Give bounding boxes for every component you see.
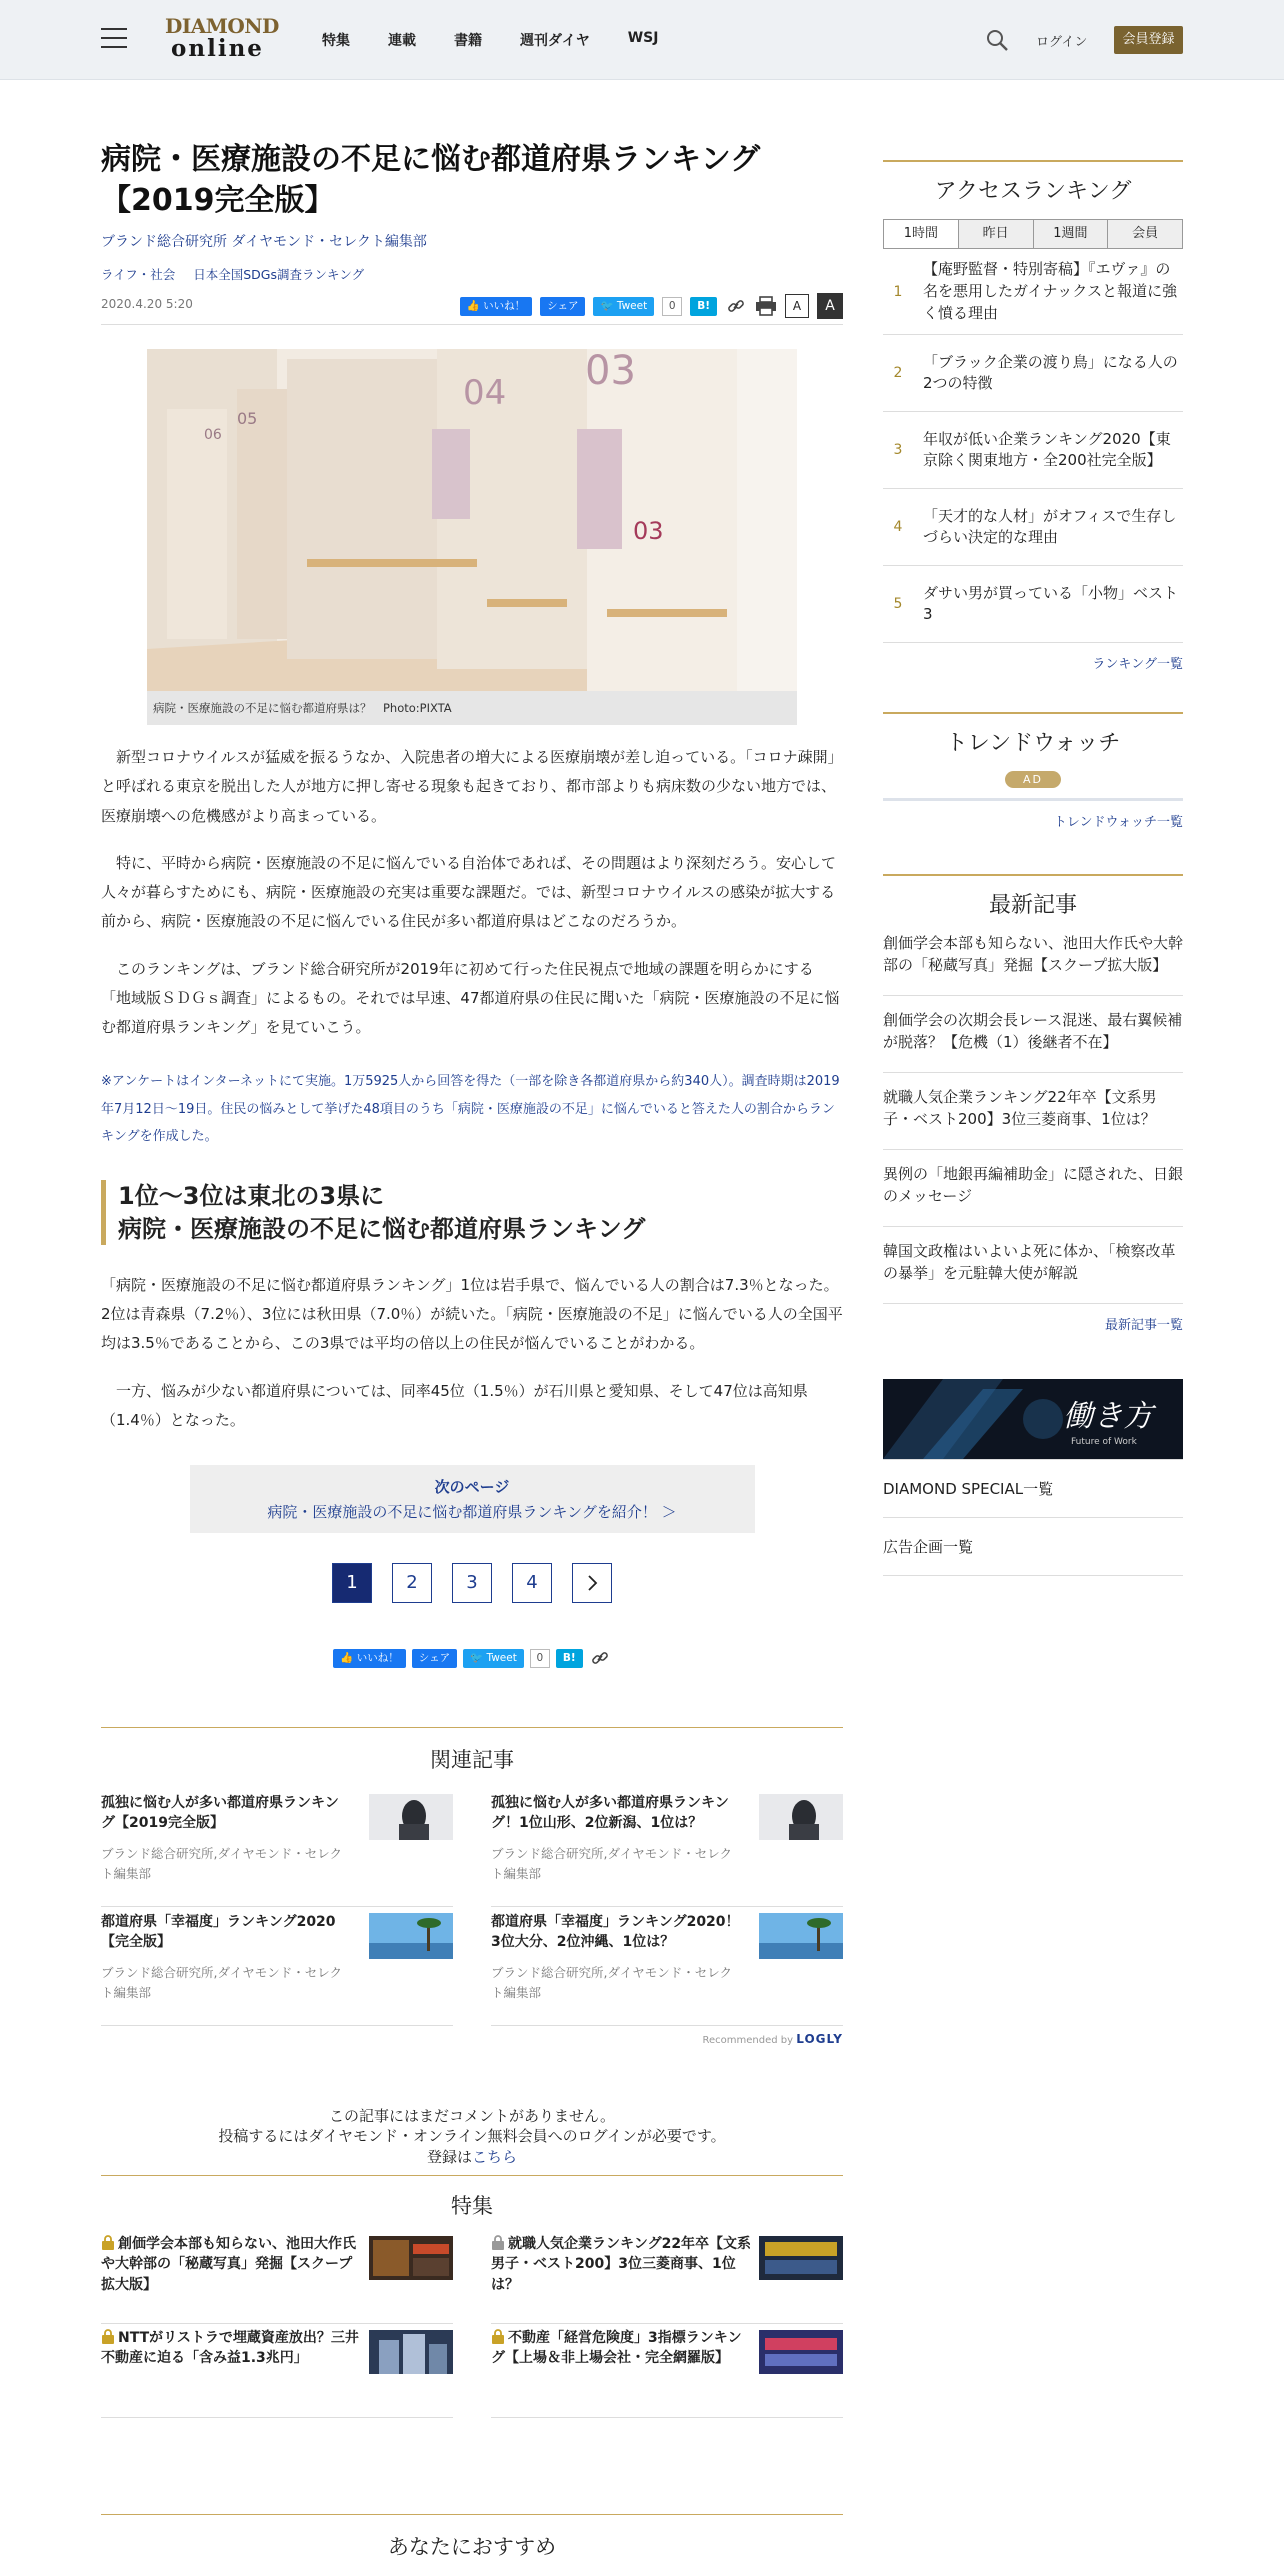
recommended-by-label: Recommended by <box>702 2035 794 2047</box>
ad-feature-link[interactable]: 広告企画一覧 <box>883 1518 1183 1576</box>
related-article-title: 孤独に悩む人が多い都道府県ランキング【2019完全版】 <box>101 1795 339 1832</box>
global-nav <box>322 30 696 50</box>
rank-number: 3 <box>893 442 903 459</box>
feature-item[interactable] <box>101 2324 453 2418</box>
tab-yesterday[interactable]: 昨日 <box>959 220 1034 248</box>
heading-line-2: 病院・医療施設の不足に悩む都道府県ランキング <box>118 1214 646 1243</box>
link-copy-icon[interactable] <box>589 1647 611 1669</box>
related-articles <box>101 1788 843 2026</box>
rank-title: 「ブラック企業の渡り鳥」になる人の2つの特徴 <box>923 352 1178 393</box>
future-of-work-banner[interactable] <box>883 1379 1183 1459</box>
article-date: 2020.4.20 5:20 <box>101 297 193 311</box>
diamond-special-link[interactable]: DIAMOND SPECIAL一覧 <box>883 1459 1183 1518</box>
article-title <box>101 140 843 221</box>
comments-section <box>101 2106 843 2167</box>
related-article-author: ブランド総合研究所,ダイヤモンド・セレクト編集部 <box>491 1845 732 1881</box>
related-article-title: 孤独に悩む人が多い都道府県ランキング！1位山形、2位新潟、1位は？ <box>491 1795 729 1832</box>
article-main <box>101 140 843 2418</box>
photo-caption: 病院・医療施設の不足に悩む都道府県は？ Photo:PIXTA <box>147 691 797 725</box>
latest-article[interactable]: 創価学会の次期会長レース混迷、最右翼候補が脱落？【危機（1）後継者不在】 <box>883 996 1183 1073</box>
rank-title: 【庵野監督・特別寄稿】『エヴァ』の名を悪用したガイナックスと報道に強く憤る理由 <box>923 260 1178 322</box>
hatena-button[interactable]: B! <box>690 297 717 316</box>
tweet-button[interactable]: 🐦 Tweet <box>593 297 654 316</box>
sidebar <box>883 160 1183 1576</box>
article-photo <box>147 349 797 725</box>
ranking-item[interactable] <box>883 489 1183 566</box>
next-page-arrow-icon[interactable] <box>572 1563 612 1603</box>
article-paragraph: 一方、悩みが少ない都道府県については、同率45位（1.5％）が石川県と愛知県、そして47位は高知県（1.4％）となった。 <box>101 1381 808 1429</box>
svg-text:03: 03 <box>633 517 664 545</box>
logly-logo: LOGLY <box>796 2032 843 2047</box>
related-article[interactable] <box>491 1907 843 2026</box>
related-thumbnail <box>759 1794 843 1840</box>
facebook-like-button[interactable]: 👍 いいね！ <box>460 297 532 316</box>
tweet-count: 0 <box>662 297 682 316</box>
share-bar <box>460 293 843 319</box>
feature-item[interactable] <box>101 2230 453 2324</box>
access-ranking-title: アクセスランキング <box>883 160 1183 205</box>
latest-articles-title: 最新記事 <box>883 874 1183 919</box>
tab-1week[interactable]: 1週間 <box>1034 220 1109 248</box>
nav-item-feature[interactable]: 特集 <box>322 33 350 49</box>
lock-icon <box>491 2329 505 2344</box>
login-required-text: 投稿するにはダイヤモンド・オンライン無料会員へのログインが必要です。 <box>218 2127 726 2146</box>
features-list <box>101 2230 843 2418</box>
nav-item-series[interactable]: 連載 <box>388 33 416 49</box>
feature-item[interactable] <box>491 2324 843 2418</box>
lock-icon <box>491 2235 505 2250</box>
related-article[interactable] <box>101 1907 453 2026</box>
menu-icon[interactable] <box>101 28 127 48</box>
page-2-button[interactable]: 2 <box>392 1563 432 1603</box>
feature-thumbnail <box>369 2236 453 2280</box>
rank-number: 1 <box>893 283 903 300</box>
trend-more-link[interactable]: トレンドウォッチ一覧 <box>1053 815 1183 831</box>
latest-article[interactable]: 韓国文政権はいよいよ死に体か、「検察改革の暴挙」を元駐韓大使が解説 <box>883 1227 1183 1304</box>
related-article-title: 都道府県「幸福度」ランキング2020！3位大分、2位沖縄、1位は？ <box>491 1914 740 1951</box>
latest-article[interactable]: 創価学会本部も知らない、池田大作氏や大幹部の「秘蔵写真」発掘【スクープ拡大版】 <box>883 919 1183 996</box>
rank-number: 5 <box>893 596 903 613</box>
related-article[interactable] <box>491 1788 843 1907</box>
heading-line-1: 1位～3位は東北の3県に <box>118 1182 385 1211</box>
lock-icon <box>101 2235 115 2250</box>
ranking-item[interactable] <box>883 335 1183 412</box>
rank-title: 「天才的な人材」がオフィスで生存しづらい決定的な理由 <box>923 506 1177 547</box>
ranking-tabs <box>883 219 1183 249</box>
rank-number: 4 <box>893 519 903 536</box>
pagination <box>101 1563 843 1603</box>
latest-article[interactable]: 異例の「地銀再編補助金」に隠された、日銀のメッセージ <box>883 1150 1183 1227</box>
article-paragraph: このランキングは、ブランド総合研究所が2019年に初めて行った住民視点で地域の課題を明らかにする「地域版ＳＤＧｓ調査」によるもの。それでは早速、47都道府県の住民に聞いた「病院・医療施設の不足に悩む都道府県ランキング」を見ていこう。 <box>101 959 840 1036</box>
article-categories <box>101 265 843 283</box>
nav-item-wsj[interactable]: WSJ <box>627 30 659 46</box>
related-thumbnail <box>369 1794 453 1840</box>
feature-thumbnail <box>369 2330 453 2374</box>
search-icon[interactable] <box>985 28 1009 52</box>
category-link[interactable]: 日本全国SDGs調査ランキング <box>193 267 365 282</box>
trend-divider <box>883 798 1183 801</box>
like-label: いいね！ <box>356 1651 399 1664</box>
logo-bottom: online <box>171 35 264 62</box>
rank-number: 2 <box>893 365 903 382</box>
trend-watch-title: トレンドウォッチ <box>883 712 1183 757</box>
article-meta <box>101 293 843 325</box>
tweet-button[interactable]: 🐦 Tweet <box>463 1649 524 1668</box>
site-header <box>0 0 1284 80</box>
tab-1hour[interactable]: 1時間 <box>884 220 959 248</box>
svg-text:06: 06 <box>204 427 222 443</box>
login-link[interactable]: ログイン <box>1036 35 1088 50</box>
related-thumbnail <box>369 1913 453 1959</box>
banner-subtitle: Future of Work <box>1071 1437 1137 1448</box>
ad-badge: AD <box>1005 771 1061 788</box>
related-article-author: ブランド総合研究所,ダイヤモンド・セレクト編集部 <box>101 1964 342 2000</box>
article-author[interactable]: ブランド総合研究所 ダイヤモンド・セレクト編集部 <box>101 234 427 250</box>
feature-title: NTTがリストラで埋蔵資産放出？三井不動産に迫る「含み益1.3兆円」 <box>101 2329 359 2367</box>
page-1-button[interactable]: 1 <box>332 1563 372 1603</box>
link-copy-icon[interactable] <box>725 295 747 317</box>
feature-thumbnail <box>759 2236 843 2280</box>
category-link[interactable]: ライフ・社会 <box>101 267 176 282</box>
tab-members[interactable]: 会員 <box>1108 220 1182 248</box>
tweet-label: Tweet <box>616 299 648 312</box>
hospital-corridor-image <box>147 349 797 691</box>
next-page-label: 次のページ <box>434 1478 510 1497</box>
recommend-title: あなたにおすすめ <box>101 2514 843 2561</box>
font-size-large-button[interactable]: A <box>817 293 843 319</box>
title-line-1: 病院・医療施設の不足に悩む都道府県ランキング <box>101 142 761 177</box>
facebook-share-button[interactable]: シェア <box>412 1649 457 1668</box>
page-3-button[interactable]: 3 <box>452 1563 492 1603</box>
rank-title: 年収が低い企業ランキング2020【東京除く関東地方・全200社完全版】 <box>923 429 1171 470</box>
related-thumbnail <box>759 1913 843 1959</box>
hatena-button[interactable]: B! <box>556 1649 583 1668</box>
feature-item[interactable] <box>491 2230 843 2324</box>
like-label: いいね！ <box>483 299 526 312</box>
next-page-link[interactable] <box>190 1465 755 1533</box>
section-heading <box>101 1180 843 1245</box>
tweet-label: Tweet <box>486 1651 517 1664</box>
ranking-more-link[interactable]: ランキング一覧 <box>1092 657 1183 673</box>
trend-watch <box>883 712 1183 830</box>
next-page-title: 病院・医療施設の不足に悩む都道府県ランキングを紹介！ ＞ <box>267 1503 677 1522</box>
ranking-item[interactable] <box>883 412 1183 489</box>
feature-thumbnail <box>759 2330 843 2374</box>
tweet-count: 0 <box>530 1649 550 1668</box>
font-size-small-button[interactable]: A <box>785 294 809 318</box>
nav-item-books[interactable]: 書籍 <box>454 33 482 49</box>
share-bar-bottom <box>101 1647 843 1669</box>
ranking-item[interactable] <box>883 566 1183 643</box>
article-paragraph: 新型コロナウイルスが猛威を振るうなか、入院患者の増大による医療崩壊が差し迫っている。「コロナ疎開」と呼ばれる東京を脱出した人が地方に押し寄せる現象も起きており、都市部よりも病床数の少ない地方では、医療崩壊への危機感がより高まっている。 <box>101 748 843 825</box>
svg-text:04: 04 <box>463 373 507 413</box>
logo-top: DIAMOND <box>165 14 279 38</box>
no-comments-text: この記事にはまだコメントがありません。 <box>329 2107 615 2126</box>
related-article-author: ブランド総合研究所,ダイヤモンド・セレクト編集部 <box>491 1964 732 2000</box>
rank-title: ダサい男が買っている「小物」ベスト3 <box>923 583 1179 624</box>
page-4-button[interactable]: 4 <box>512 1563 552 1603</box>
related-article-author: ブランド総合研究所,ダイヤモンド・セレクト編集部 <box>101 1845 342 1881</box>
svg-text:03: 03 <box>585 349 636 394</box>
facebook-share-button[interactable]: シェア <box>540 297 585 316</box>
feature-title: 就職人気企業ランキング22年卒【文系男子・ベスト200】3位三菱商事、1位は？ <box>491 2235 752 2293</box>
latest-articles <box>883 874 1183 1333</box>
survey-note: ※アンケートはインターネットにて実施。1万5925人から回答を得た（一部を除き各都道府県から約340人）。調査時期は2019年7月12日～19日。住民の悩みとして挙げた48項目のうち「病院・医療施設の不足」に悩んでいると答えた人の割合からランキングを作成した。 <box>101 1074 840 1144</box>
feature-title: 不動産「経営危険度」3指標ランキング【上場＆非上場会社・完全網羅版】 <box>491 2329 742 2367</box>
register-link[interactable]: こちら <box>472 2147 518 2166</box>
title-line-2: 【2019完全版】 <box>101 182 335 218</box>
related-article[interactable] <box>101 1788 453 1907</box>
register-button[interactable]: 会員登録 <box>1114 26 1183 54</box>
nav-item-weekly[interactable]: 週刊ダイヤ <box>520 33 590 49</box>
logly-credit <box>101 2032 843 2046</box>
lock-icon <box>101 2329 115 2344</box>
svg-text:05: 05 <box>237 409 258 428</box>
article-paragraph: 「病院・医療施設の不足に悩む都道府県ランキング」1位は岩手県で、悩んでいる人の割合は7.3％となった。2位は青森県（7.2％）、3位には秋田県（7.0％）が続いた。「病院・医療施設の不足」に悩んでいる人の全国平均は3.5％であることから、この3県では平均の倍以上の住民が悩んでいることがわかる。 <box>101 1275 843 1353</box>
ranking-list <box>883 249 1183 643</box>
print-icon[interactable] <box>755 295 777 317</box>
site-logo[interactable] <box>165 14 279 64</box>
feature-title: 創価学会本部も知らない、池田大作氏や大幹部の「秘蔵写真」発掘【スクープ拡大版】 <box>101 2235 356 2293</box>
related-article-title: 都道府県「幸福度」ランキング2020【完全版】 <box>101 1914 336 1951</box>
ranking-item[interactable] <box>883 249 1183 335</box>
latest-article[interactable]: 就職人気企業ランキング22年卒【文系男子・ベスト200】3位三菱商事、1位は？ <box>883 1073 1183 1150</box>
article-paragraph: 特に、平時から病院・医療施設の不足に悩んでいる自治体であれば、その問題はより深刻だろう。安心して人々が暮らすためにも、病院・医療施設の充実は重要な課題だ。では、新型コロナウイルスの感染が拡大する前から、病院・医療施設の不足に悩んでいる住民が多い都道府県はどこなのだろうか。 <box>101 853 837 931</box>
register-text <box>101 2147 843 2167</box>
features-title: 特集 <box>101 2175 843 2220</box>
banner-title: 働き方 <box>1063 1399 1153 1435</box>
register-prefix: 登録は <box>426 2147 472 2166</box>
latest-more-link[interactable]: 最新記事一覧 <box>1104 1318 1183 1334</box>
related-articles-title: 関連記事 <box>101 1727 843 1774</box>
facebook-like-button[interactable]: 👍 いいね！ <box>333 1649 405 1668</box>
